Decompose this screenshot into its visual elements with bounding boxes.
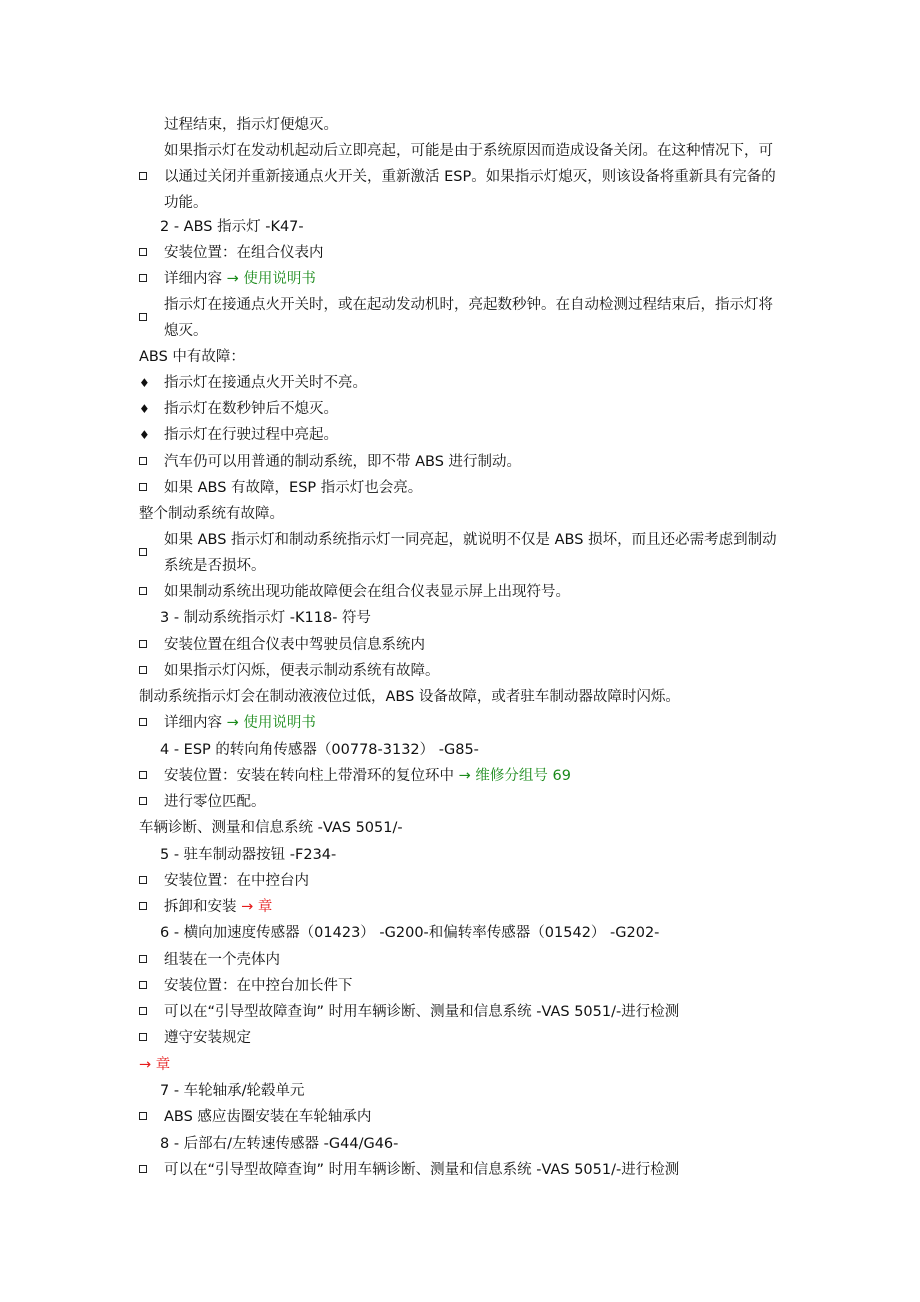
diamond-bullet-icon: ♦ bbox=[139, 428, 150, 442]
list-item-text: 安装位置：在中控台加长件下 bbox=[164, 978, 353, 994]
paragraph-text: ABS 中有故障： bbox=[139, 349, 245, 365]
list-item-text: 如果指示灯闪烁，便表示制动系统有故障。 bbox=[164, 663, 440, 679]
list-item-text: 详细内容 bbox=[164, 271, 222, 287]
manual-link[interactable]: → 使用说明书 bbox=[226, 271, 316, 287]
list-item-text: 如果制动系统出现功能故障便会在组合仪表显示屏上出现符号。 bbox=[164, 584, 570, 600]
section-heading-text: 7 - 车轮轴承/轮毂单元 bbox=[160, 1083, 305, 1099]
list-item-text: 组装在一个壳体内 bbox=[164, 952, 280, 968]
list-item bbox=[0, 527, 920, 581]
square-bullet-icon bbox=[139, 579, 153, 605]
square-bullet-icon bbox=[139, 305, 153, 331]
section-heading-text: 4 - ESP 的转向角传感器（00778-3132） -G85- bbox=[160, 742, 479, 758]
list-item-text: 拆卸和安装 bbox=[164, 899, 237, 915]
square-bullet-icon bbox=[139, 1157, 153, 1183]
manual-link[interactable]: → 使用说明书 bbox=[226, 715, 316, 731]
diamond-bullet-icon: ♦ bbox=[139, 376, 150, 390]
list-item-text: 可以在“引导型故障查询” 时用车辆诊断、测量和信息系统 -VAS 5051/-进行检测 bbox=[164, 1004, 680, 1020]
square-bullet-icon bbox=[139, 999, 153, 1025]
square-bullet-icon bbox=[139, 658, 153, 684]
paragraph-text: 制动系统指示灯会在制动液液位过低，ABS 设备故障，或者驻车制动器故障时闪烁。 bbox=[139, 689, 680, 705]
square-bullet-icon bbox=[139, 449, 153, 475]
square-bullet-icon bbox=[139, 475, 153, 501]
paragraph-text: 过程结束，指示灯便熄灭。 bbox=[164, 117, 338, 133]
list-item bbox=[0, 138, 920, 218]
paragraph-text: 整个制动系统有故障。 bbox=[139, 506, 284, 522]
list-item-text: 安装位置在组合仪表中驾驶员信息系统内 bbox=[164, 637, 425, 653]
square-bullet-icon bbox=[139, 540, 153, 566]
square-bullet-icon bbox=[139, 240, 153, 266]
section-heading-text: 2 - ABS 指示灯 -K47- bbox=[160, 219, 304, 235]
repair-group-link[interactable]: → 维修分组号 69 bbox=[458, 768, 571, 784]
square-bullet-icon bbox=[139, 164, 153, 190]
list-item bbox=[0, 292, 920, 346]
square-bullet-icon bbox=[139, 1025, 153, 1051]
list-item-text: ABS 感应齿圈安装在车轮轴承内 bbox=[164, 1109, 372, 1125]
section-heading-text: 3 - 制动系统指示灯 -K118- 符号 bbox=[160, 610, 372, 626]
list-item-text: 指示灯在接通点火开关时，或在起动发动机时，亮起数秒钟。在自动检测过程结束后，指示灯将熄灭。 bbox=[164, 297, 773, 340]
square-bullet-icon bbox=[139, 894, 153, 920]
list-item-text: 汽车仍可以用普通的制动系统，即不带 ABS 进行制动。 bbox=[164, 454, 522, 470]
list-item-text: 进行零位匹配。 bbox=[164, 794, 266, 810]
square-bullet-icon bbox=[139, 632, 153, 658]
diamond-bullet-icon: ♦ bbox=[139, 402, 150, 416]
list-item-text: 如果 ABS 有故障，ESP 指示灯也会亮。 bbox=[164, 480, 423, 496]
section-heading-text: 6 - 横向加速度传感器（01423） -G200-和偏转率传感器（01542） -G202- bbox=[160, 925, 660, 941]
square-bullet-icon bbox=[139, 789, 153, 815]
list-item-text: 指示灯在行驶过程中亮起。 bbox=[164, 427, 338, 443]
list-item-text: 指示灯在数秒钟后不熄灭。 bbox=[164, 401, 338, 417]
list-item-text: 可以在“引导型故障查询” 时用车辆诊断、测量和信息系统 -VAS 5051/-进行检测 bbox=[164, 1162, 680, 1178]
chapter-link[interactable]: → 章 bbox=[241, 899, 273, 915]
list-item-text: 安装位置：安装在转向柱上带滑环的复位环中 bbox=[164, 768, 454, 784]
square-bullet-icon bbox=[139, 868, 153, 894]
list-item-text: 如果 ABS 指示灯和制动系统指示灯一同亮起，就说明不仅是 ABS 损坏，而且还必需考虑到制动系统是否损坏。 bbox=[164, 532, 777, 575]
square-bullet-icon bbox=[139, 763, 153, 789]
paragraph-text: 车辆诊断、测量和信息系统 -VAS 5051/- bbox=[139, 820, 403, 836]
square-bullet-icon bbox=[139, 710, 153, 736]
list-item-text: 指示灯在接通点火开关时不亮。 bbox=[164, 375, 367, 391]
list-item-text: 详细内容 bbox=[164, 715, 222, 731]
square-bullet-icon bbox=[139, 947, 153, 973]
list-item-text: 遵守安装规定 bbox=[164, 1030, 251, 1046]
square-bullet-icon bbox=[139, 266, 153, 292]
list-item-text: 安装位置：在组合仪表内 bbox=[164, 245, 324, 261]
section-heading-text: 5 - 驻车制动器按钮 -F234- bbox=[160, 847, 337, 863]
list-item-text: 如果指示灯在发动机起动后立即亮起，可能是由于系统原因而造成设备关闭。在这种情况下，可以通过关闭并重新接通点火开关，重新激活 ESP。如果指示灯熄灭，则该设备将重新具有完备的功能。 bbox=[164, 143, 776, 212]
square-bullet-icon bbox=[139, 1104, 153, 1130]
list-item-text: 安装位置：在中控台内 bbox=[164, 873, 309, 889]
chapter-link[interactable]: → 章 bbox=[139, 1057, 171, 1073]
section-heading-text: 8 - 后部右/左转速传感器 -G44/G46- bbox=[160, 1136, 399, 1152]
square-bullet-icon bbox=[139, 973, 153, 999]
